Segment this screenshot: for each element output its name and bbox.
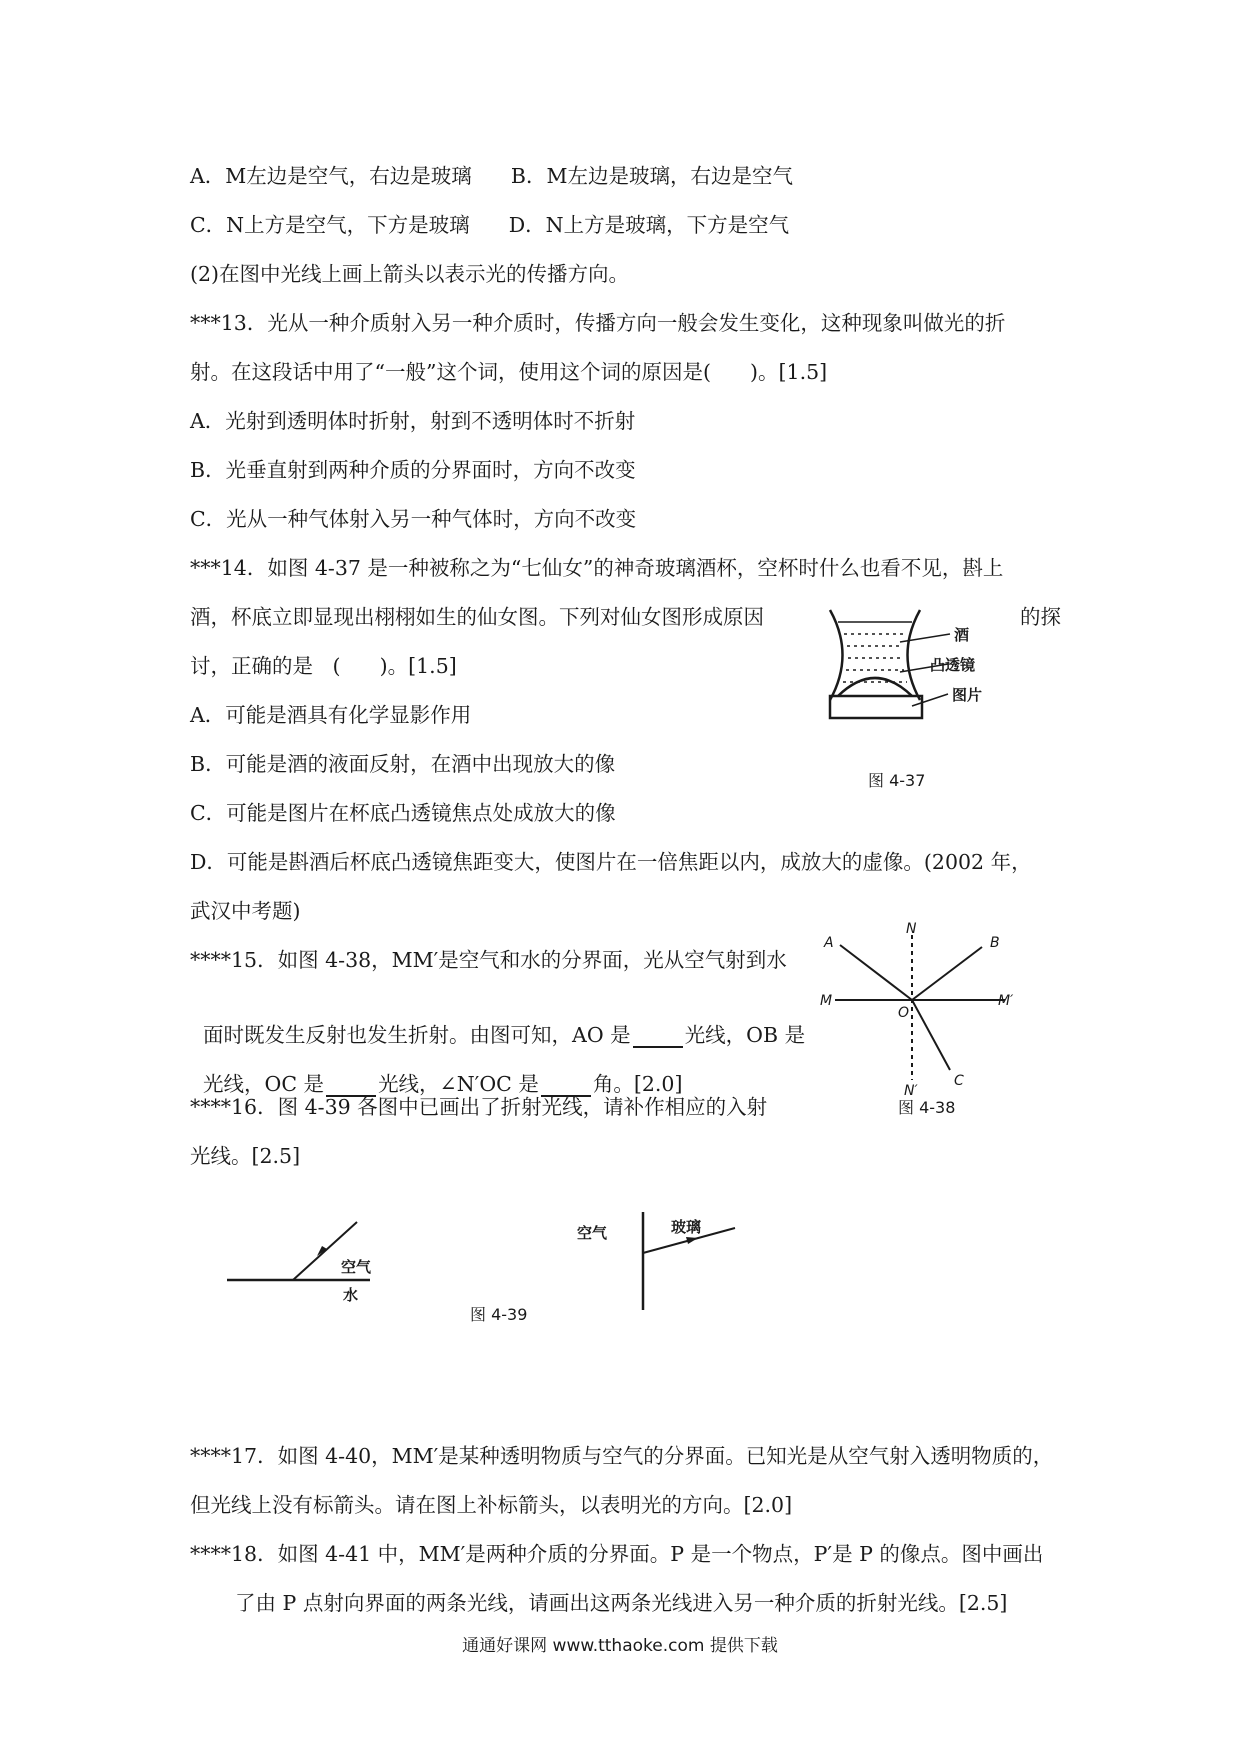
question-14-option-d: D．可能是斟酒后杯底凸透镜焦距变大，使图片在一倍焦距以内，成放大的虚像。(2002 年， bbox=[190, 850, 1032, 874]
figure-4-38-caption: 图 4-38 bbox=[898, 1098, 956, 1117]
question-17-line-2: 但光线上没有标箭头。请在图上补标箭头，以表明光的方向。[2.0] bbox=[190, 1493, 793, 1517]
question-13-line-2: 射。在这段话中用了“一般”这个词，使用这个词的原因是( )。[1.5] bbox=[190, 360, 828, 384]
label-convex-lens: 凸透镜 bbox=[930, 656, 976, 674]
label-B: B bbox=[990, 935, 1000, 951]
question-14-source: 武汉中考题) bbox=[190, 899, 301, 923]
question-13-option-c: C．光从一种气体射入另一种气体时，方向不改变 bbox=[190, 507, 637, 531]
label-air-right: 空气 bbox=[577, 1224, 608, 1242]
question-14-option-b: B．可能是酒的液面反射，在酒中出现放大的像 bbox=[190, 752, 616, 776]
q15-text-5: 角。[2.0] bbox=[592, 1072, 683, 1096]
label-wine: 酒 bbox=[954, 626, 970, 644]
question-14-line-2: 酒，杯底立即显现出栩栩如生的仙女图。下列对仙女图形成原因 bbox=[190, 605, 764, 629]
question-14-line-3: 讨，正确的是 ( )。[1.5] bbox=[190, 654, 457, 678]
q15-text-4: 光线，∠N′OC 是 bbox=[378, 1072, 539, 1096]
question-14-line-1: ***14．如图 4-37 是一种被称之为“七仙女”的神奇玻璃酒杯，空杯时什么也看不见，斟上 bbox=[190, 556, 1004, 580]
question-13-option-a: A．光射到透明体时折射，射到不透明体时不折射 bbox=[190, 409, 636, 433]
label-A: A bbox=[824, 935, 834, 951]
question-13-option-b: B．光垂直射到两种介质的分界面时，方向不改变 bbox=[190, 458, 636, 482]
question-17-line-1: ****17．如图 4-40，MM′是某种透明物质与空气的分界面。已知光是从空气射入透明物质的， bbox=[190, 1444, 1054, 1468]
figure-4-37 bbox=[820, 600, 1020, 730]
label-air-left: 空气 bbox=[341, 1258, 372, 1276]
figure-4-38 bbox=[820, 921, 1020, 1099]
label-water: 水 bbox=[343, 1286, 359, 1304]
label-M-prime: M′ bbox=[998, 993, 1014, 1009]
question-14-line-2-right: 的探 bbox=[1020, 605, 1061, 629]
figure-4-39-right bbox=[575, 1210, 750, 1320]
label-C: C bbox=[954, 1073, 964, 1089]
question-13-line-1: ***13．光从一种介质射入另一种介质时，传播方向一般会发生变化，这种现象叫做光的折 bbox=[190, 311, 1006, 335]
q15-text-1: 面时既发生反射也发生折射。由图可知，AO 是 bbox=[203, 1023, 631, 1047]
question-15-line-3 bbox=[190, 1045, 682, 1097]
question-15-line-2 bbox=[190, 996, 805, 1048]
page-footer: 通通好课网 www.tthaoke.com 提供下载 bbox=[462, 1636, 778, 1656]
option-a-b-line: A．M左边是空气，右边是玻璃 B．M左边是玻璃，右边是空气 bbox=[190, 164, 793, 188]
question-18-line-2: 了由 P 点射向界面的两条光线，请画出这两条光线进入另一种介质的折射光线。[2.5] bbox=[235, 1591, 1008, 1615]
label-N-prime: N′ bbox=[904, 1083, 918, 1099]
figure-4-39-left bbox=[225, 1210, 395, 1310]
label-M: M bbox=[820, 993, 833, 1009]
label-picture: 图片 bbox=[952, 686, 983, 704]
question-16-line-1: ****16．图 4-39 各图中已画出了折射光线，请补作相应的入射 bbox=[190, 1095, 768, 1119]
label-glass: 玻璃 bbox=[671, 1218, 702, 1236]
sub-question-2: (2)在图中光线上画上箭头以表示光的传播方向。 bbox=[190, 262, 630, 286]
label-O: O bbox=[898, 1005, 910, 1021]
question-14-option-a: A．可能是酒具有化学显影作用 bbox=[190, 703, 472, 727]
option-c-d-line: C．N上方是空气，下方是玻璃 D．N上方是玻璃，下方是空气 bbox=[190, 213, 790, 237]
question-15-line-1: ****15．如图 4-38，MM′是空气和水的分界面，光从空气射到水 bbox=[190, 948, 787, 972]
question-14-option-c: C．可能是图片在杯底凸透镜焦点处成放大的像 bbox=[190, 801, 616, 825]
question-16-line-2: 光线。[2.5] bbox=[190, 1144, 301, 1168]
question-18-line-1: ****18．如图 4-41 中，MM′是两种介质的分界面。P 是一个物点，P′是 P 的像点。图中画出 bbox=[190, 1542, 1044, 1566]
q15-text-2: 光线，OB 是 bbox=[684, 1023, 806, 1047]
label-N: N bbox=[906, 921, 917, 937]
q15-text-3: 光线，OC 是 bbox=[203, 1072, 325, 1096]
figure-4-37-caption: 图 4-37 bbox=[868, 771, 926, 790]
figure-4-39-caption: 图 4-39 bbox=[470, 1305, 528, 1324]
